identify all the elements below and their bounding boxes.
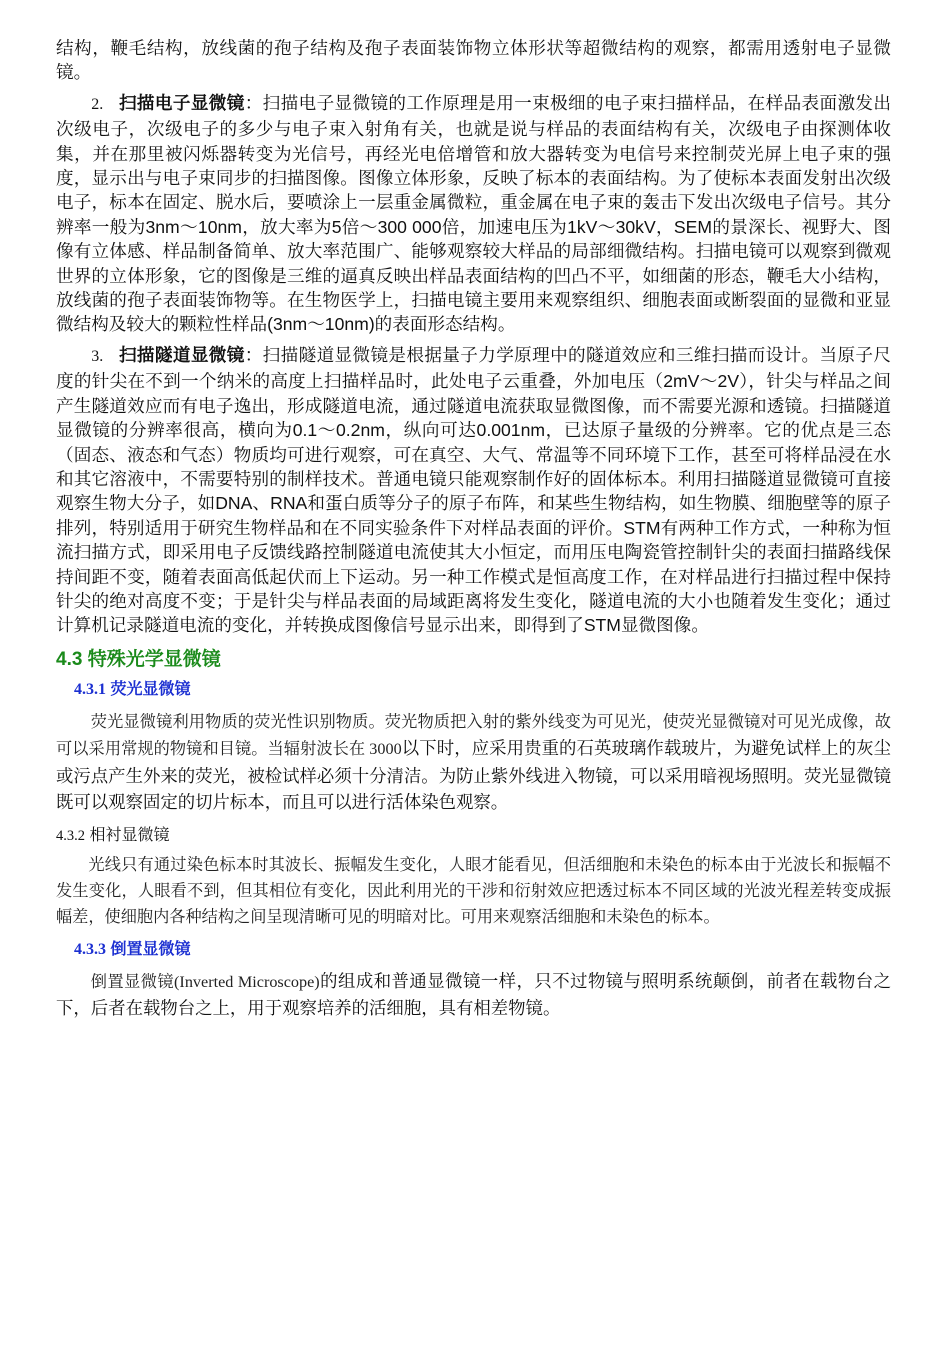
section-4-3-2-title: 相衬显微镜	[89, 826, 170, 844]
section-4-3-3-title: 倒置显微镜	[110, 940, 191, 958]
item-2-paragraph	[56, 91, 891, 337]
section-4-3-2-paragraph: 光线只有通过染色标本时其波长、振幅发生变化，人眼才能看见，但活细胞和未染色的标本由于光波长和振幅不发生变化，人眼看不到，但其相位有变化，因此利用光的干涉和衍射效应把透过标本不同区域的光波光程差转变成振幅差，使细胞内各种结构之间呈现清晰可见的明暗对比。可用来观察活细胞和未染色的标本。	[56, 855, 891, 926]
intro-tail-paragraph: 结构，鞭毛结构，放线菌的孢子结构及孢子表面装饰物立体形状等超微结构的观察，都需用透射电子显微镜。	[56, 38, 891, 83]
section-4-3-3-text-sans: 的组成和普通显微镜一样，只不过物镜与照明系统颠倒，前者在载物台之下，后者在载物台之上，用于观察培养的活细胞，具有相差物镜。	[56, 970, 891, 1019]
section-4-3-3-heading	[74, 936, 891, 964]
section-4-3-heading	[56, 646, 891, 674]
item-2-number: 2.	[91, 95, 104, 113]
section-4-3-title: 特殊光学显微镜	[87, 648, 221, 670]
section-4-3-number: 4.3	[56, 648, 83, 670]
section-4-3-3-number: 4.3.3	[74, 940, 106, 958]
item-3-number: 3.	[91, 347, 104, 365]
section-4-3-2-number: 4.3.2	[56, 827, 85, 844]
item-3-paragraph	[56, 343, 891, 638]
section-4-3-1-text-sans: 以下时，应采用贵重的石英玻璃作载玻片，为避免试样上的灰尘或污点产生外来的荧光，被检试样必须十分清洁。为防止紫外线进入物镜，可以采用暗视场照明。荧光显微镜既可以观察固定的切片标本，而且可以进行活体染色观察。	[56, 738, 891, 813]
section-4-3-1-number: 4.3.1	[74, 680, 106, 698]
item-2-text: ：扫描电子显微镜的工作原理是用一束极细的电子束扫描样品，在样品表面激发出次级电子，次级电子的多少与电子束入射角有关，也就是说与样品的表面结构有关，次级电子由探测体收集，并在那里被闪烁器转变为光信号，再经光电倍增管和放大器转变为电信号来控制荧光屏上电子束的强度，显示出与电子束同步的扫描图像。图像立体形象，反映了标本的表面结构。为了使标本表面发射出次级电子，标本在固定、脱水后，要喷涂上一层重金属微粒，重金属在电子束的轰击下发出次级电子信号。其分辨率一般为3nm～10nm，放大率为5倍～300 000倍，加速电压为1kV～30kV，SEM的景深长、视野大、图像有立体感、样品制备简单、放大率范围广、能够观察较大样品的局部细微结构。扫描电镜可以观察到微观世界的立体形象，它的图像是三维的逼真反映出样品表面结构的凹凸不平，如细菌的形态，鞭毛大小结构，放线菌的孢子表面装饰物等。在生物医学上，扫描电镜主要用来观察组织、细胞表面或断裂面的显微和亚显微结构及较大的颗粒性样品(3nm～10nm)的表面形态结构。	[56, 92, 891, 335]
item-3-term: 扫描隧道显微镜	[118, 344, 245, 365]
section-4-3-2-heading	[56, 824, 891, 848]
section-4-3-1-heading	[74, 676, 891, 704]
section-4-3-3-paragraph	[56, 968, 891, 1022]
item-2-term: 扫描电子显微镜	[118, 92, 245, 113]
section-4-3-1-title: 荧光显微镜	[110, 680, 191, 698]
section-4-3-1-text-serif: 荧光显微镜利用物质的荧光性识别物质。荧光物质把入射的紫外线变为可见光，使荧光显微镜对可见光成像，故可以采用常规的物镜和目镜。当辐射波长在 3000	[56, 712, 891, 759]
item-3-text: ：扫描隧道显微镜是根据量子力学原理中的隧道效应和三维扫描而设计。当原子尺度的针尖在不到一个纳米的高度上扫描样品时，此处电子云重叠，外加电压（2mV～2V），针尖与样品之间产生隧道效应而有电子逸出，形成隧道电流，通过隧道电流获取显微图像，而不需要光源和透镜。扫描隧道显微镜的分辨率很高，横向为0.1～0.2nm，纵向可达0.001nm，已达原子量级的分辨率。它的优点是三态（固态、液态和气态）物质均可进行观察，可在真空、大气、常温等不同环境下工作，甚至可将样品浸在水和其它溶液中，不需要特别的制样技术。普通电镜只能观察制作好的固体标本。利用扫描隧道显微镜可直接观察生物大分子，如DNA、RNA和蛋白质等分子的原子布阵，和某些生物结构，如生物膜、细胞壁等的原子排列，特别适用于研究生物样品和在不同实验条件下对样品表面的评价。STM有两种工作方式，一种称为恒流扫描方式，即采用电子反馈线路控制隧道电流使其大小恒定，而用压电陶瓷管控制针尖的表面扫描路线保持间距不变，随着表面高低起伏而上下运动。另一种工作模式是恒高度工作，在对样品进行扫描过程中保持针尖的绝对高度不变；于是针尖与样品表面的局域距离将发生变化，隧道电流的大小也随着发生变化；通过计算机记录隧道电流的变化，并转换成图像信号显示出来，即得到了STM显微图像。	[56, 344, 891, 636]
section-4-3-1-paragraph	[56, 708, 891, 816]
section-4-3-3-text-serif: 倒置显微镜(Inverted Microscope)	[90, 972, 320, 991]
